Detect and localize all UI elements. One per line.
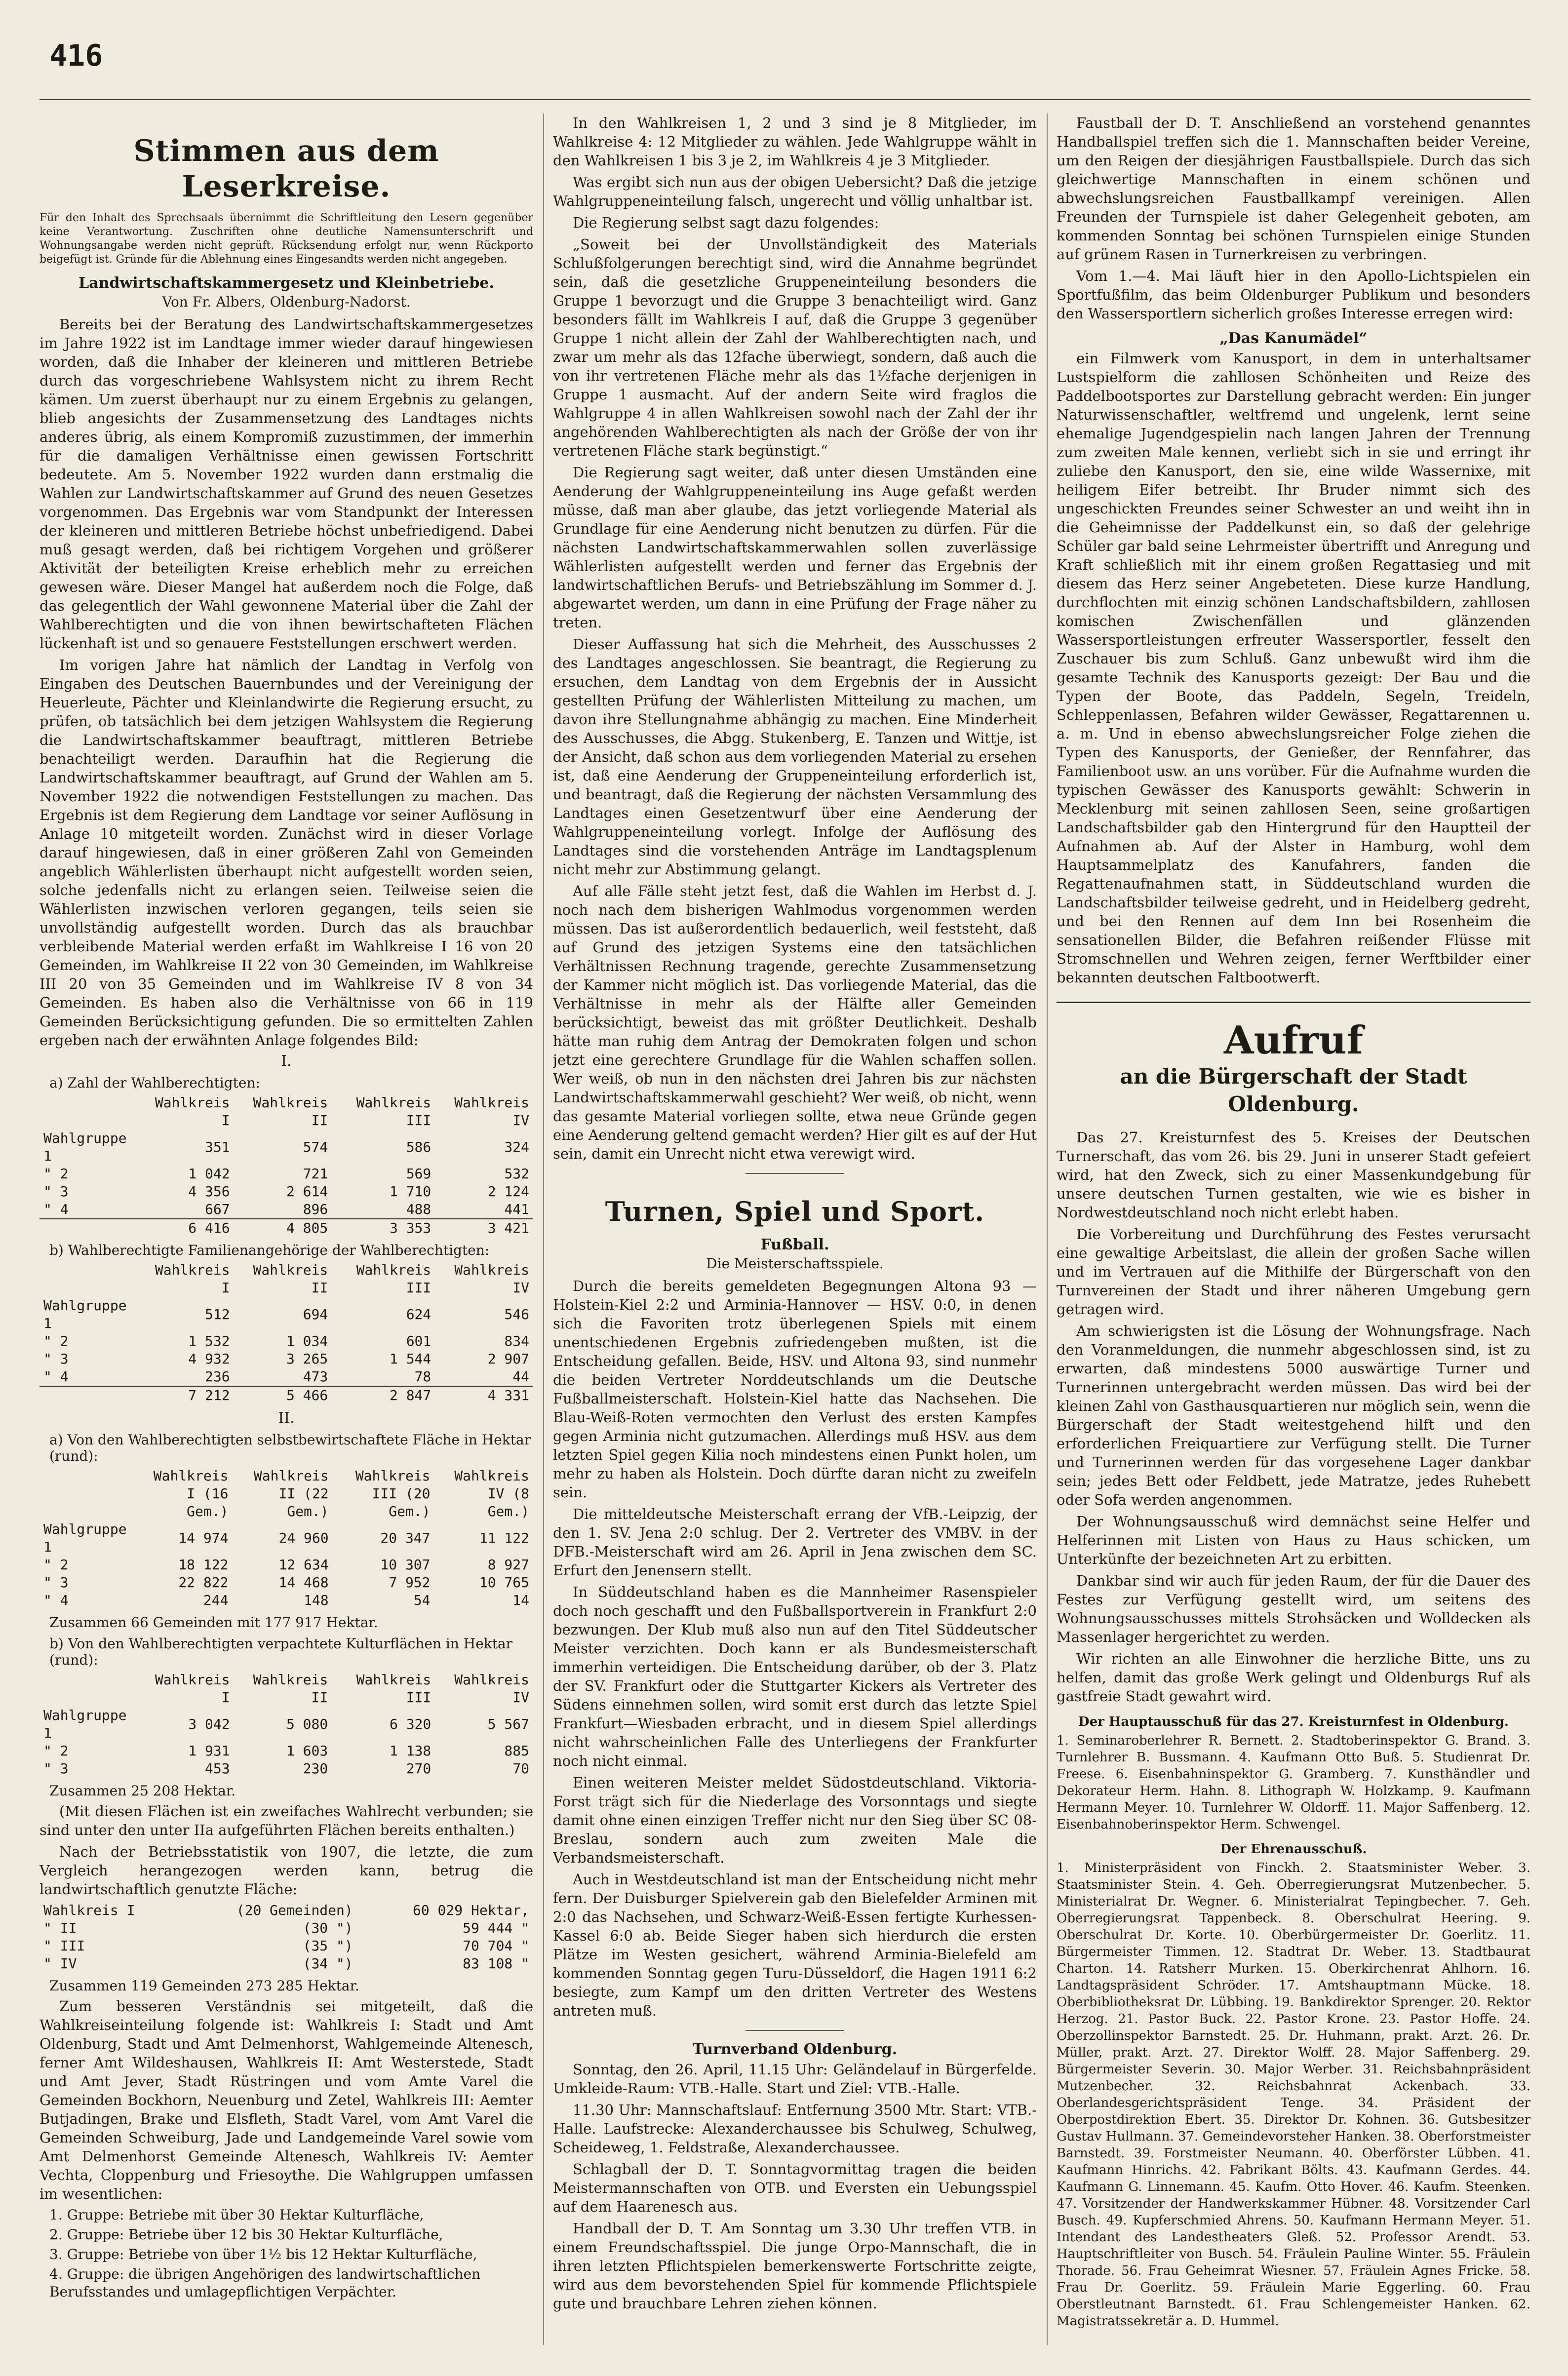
paragraph: Sonntag, den 26. April, 11.15 Uhr: Geländelauf in Bürgerfelde. Umkleide-Raum: VTB.-Halle. Start und Ziel: VTB.-Halle.	[553, 2061, 1037, 2097]
table-cell: Wahlkreis II	[253, 1262, 328, 1296]
table-cell: " 2	[43, 1557, 69, 1573]
table-cell: " 3	[43, 1574, 69, 1591]
table-row	[39, 1574, 533, 1592]
table-cell: 1 042	[188, 1166, 230, 1182]
table-cell	[39, 1261, 141, 1297]
table-row	[39, 1520, 533, 1556]
table-cell: Wahlkreis II	[253, 1094, 328, 1129]
table-cell: 885	[504, 1743, 529, 1759]
committee-names: 1. Seminaroberlehrer R. Bernett. 2. Stadtoberinspektor G. Brand. 3. Turnlehrer B. Bussmann. 4. Kaufmann Otto Buß. 5. Studienrat Dr. Freese. 6. Eisenbahninspektor G. Gramberg. 7. Kunsthändler und Dekorateur Herm. Hahn. 8. Lithograph W. Holzkamp. 9. Kaufmann Hermann Meyer. 10. Turnlehrer W. Oldorff. 11. Major Saffenberg. 12. Eisenbahnoberinspektor Herm. Schwengel.	[1057, 1733, 1530, 1832]
honor-committee-names: 1. Ministerpräsident von Finckh. 2. Staatsminister Weber. 3. Staatsminister Stein. 4. Geh. Oberregierungsrat Mutzenbecher. 5. Ministerialrat Dr. Wegner. 6. Ministerialrat Tepingbecher. 7. Geh. Oberregierungsrat Tappenbeck. 8. Oberschulrat Heering. 9. Oberschulrat Dr. Korte. 10. Oberbürgermeister Dr. Goerlitz. 11. Bürgermeister Timmen. 12. Stadtrat Dr. Weber. 13. Stadtbaurat Charton. 14. Ratsherr Murken. 15. Oberkirchenrat Ahlhorn. 16. Landtagspräsident Schröder. 17. Amtshauptmann Mücke. 18. Oberbibliotheksrat Dr. Lübbing. 19. Bankdirektor Sprenger. 20. Rektor Herzog. 21. Pastor Buck. 22. Pastor Krone. 23. Pastor Hoffe. 24. Oberzollinspektor Barnstedt. 25. Dr. Huhmann, prakt. Arzt. 26. Dr. Müller, prakt. Arzt. 27. Direktor Wolff. 28. Major Saffenberg. 29. Bürgermeister Severin. 30. Major Werber. 31. Reichsbahnpräsident Mutzenbecher. 32. Reichsbahnrat Ackenbach. 33. Oberlandesgerichtspräsident Tenge. 34. Präsident der Oberpostdirektion Ebert. 35. Direktor Dr. Kohnen. 36. Gutsbesitzer Gustav Hullmann. 37. Gemeindevorsteher Hanken. 38. Oberforstmeister Barnstedt. 39. Forstmeister Neumann. 40. Oberförster Lübben. 41. Kaufmann Hinrichs. 42. Fabrikant Bölts. 43. Kaufmann Gerdes. 44. Kaufmann G. Linnemann. 45. Kaufm. Otto Hover. 46. Kaufm. Steenken. 47. Vorsitzender der Handwerkskammer Hübner. 48. Vorsitzender Carl Busch. 49. Kupferschmied Ahrens. 50. Kaufmann Hermann Meyer. 51. Intendant des Landestheaters Gleß. 52. Professor Arendt. 53. Hauptschriftleiter von Busch. 54. Fräulein Pauline Winter. 55. Fräulein Thorade. 56. Frau Geheimrat Wiesner. 57. Fräulein Agnes Fricke. 58. Frau Dr. Goerlitz. 59. Fräulein Marie Eggerling. 60. Frau Oberstleutnant Barnstedt. 61. Frau Schlengemeister Hanken. 62. Magistratssekretär a. D. Hummel.	[1057, 1861, 1530, 2329]
paragraph: Zum besseren Verständnis sei mitgeteilt, daß die Wahlkreiseinteilung folgende ist: Wahlkreis I: Stadt und Amt Oldenburg, Stadt und Amt Delmenhorst, Wahlgemeinde Altenesch, ferner Amt Wildeshausen, Wahlkreis II: Amt Westerstede, Stadt und Amt Jever, Stadt Rüstringen und vom Amte Varel die Gemeinden Bockhorn, Neuenburg und Zetel, Wahlkreis III: Aemter Butjadingen, Brake und Elsfleth, Stadt Varel, vom Amt Varel die Gemeinden Schweiburg, Jade und Landgemeinde Varel sowie vom Amt Delmenhorst Gemeinde Altenesch, Wahlkreis IV: Aemter Vechta, Cloppenburg und Friesoythe. Die Wahlgruppen umfassen im wesentlichen:	[39, 1998, 533, 2202]
table-cell: 54	[413, 1592, 431, 1608]
table-cell: 624	[406, 1306, 431, 1323]
column-1	[39, 114, 533, 2350]
table-cell: Wahlgruppe 1	[43, 1297, 127, 1331]
table-cell: 1 532	[188, 1333, 230, 1349]
table-cell: (34 ")	[303, 1955, 353, 1972]
paragraph: Die Regierung selbst sagt dazu folgendes:	[573, 214, 879, 231]
paragraph: In den Wahlkreisen 1, 2 und 3 sind je 8 Mitglieder, im Wahlkreise 4: 12 Mitglieder zu wählen. Jede Wahlgruppe wählt in den Wahlkreisen 1 bis 3 je 2, im Wahlkreis 4 je 3 Mitglieder.	[553, 115, 1037, 169]
table-cell: 1 931	[188, 1743, 230, 1759]
table-cell: (30 ")	[303, 1920, 353, 1936]
table-cell: " 4	[43, 1368, 69, 1385]
table-cell: 896	[303, 1201, 328, 1217]
paragraph: Dieser Auffassung hat sich die Mehrheit, des Ausschusses 2 des Landtages angeschlossen. Sie beantragt, die Regierung zu ersuchen, dem Landtag von dem Ergebnis der in Aussicht gestellten Prüfung der Wählerlisten Mitteilung zu machen, um davon ihre Stellungnahme abhängig zu machen. Eine Minderheit des Ausschusses, die Abgg. Stukenberg, E. Tanzen und Wittje, ist der Ansicht, daß schon aus dem vorliegenden Material zu ersehen ist, daß eine Aenderung der Gruppeneinteilung erforderlich ist, und beantragt, daß die Regierung der nächsten Versammlung des Landtages einen Gesetzentwurf über eine Aenderung der Wahlgruppeneinteilung vorlegt. Infolge der Auflösung des Landtages sind die vorstehenden Anträge im Landtagsplenum nicht mehr zur Abstimmung gelangt.	[553, 636, 1037, 878]
table-row	[39, 1919, 533, 1937]
table-cell: Wahlkreis IV	[454, 1672, 529, 1706]
paragraph: Im vorigen Jahre hat nämlich der Landtag in Verfolg von Eingaben des Deutschen Bauernbundes und der Vereinigung der Heuerleute, Pächter und Kleinlandwirte die Regierung ersucht, zu prüfen, ob tatsächlich bei dem jetzigen Wahlsystem die Regierung die Landwirtschaftskammer beauftragt, mittleren Betriebe benachteiligt werden. Daraufhin hat die Regierung die Landwirtschaftskammer beauftragt, auf Grund der Wahlen am 5. November 1922 die notwendigen Feststellungen zu machen. Das Ergebnis ist dem Regierung dem Landtage vor seiner Auflösung in Anlage 10 mitgeteilt worden. Zunächst wird in dieser Vorlage darauf hingewiesen, daß in einer größeren Zahl von Gemeinden angeblich Wählerlisten überhaupt nicht aufgestellt worden seien, solche jedenfalls nicht zu erlangen seien. Teilweise seien die Wählerlisten inzwischen verloren gegangen, teils seien sie unvollständig aufgestellt worden. Durch das als brauchbar verbleibende Material werden erfaßt im Wahlkreise I 16 von 20 Gemeinden, im Wahlkreise II 22 von 30 Gemeinden, im Wahlkreise III 20 von 35 Gemeinden und im Wahlkreise IV 8 von 34 Gemeinden. Es haben also die Verhältnisse von 66 in 119 Gemeinden Berücksichtigung gefunden. Die so ermittelten Zahlen ergeben nach der erwähnten Anlage folgendes Bild:	[39, 657, 533, 1049]
table-cell	[39, 1671, 141, 1707]
table-cell: 10 307	[380, 1557, 431, 1573]
turnverband-body	[553, 2060, 1037, 2313]
table-row	[39, 1742, 533, 1760]
table-cell: 24 960	[278, 1530, 329, 1546]
table-cell: 324	[504, 1139, 529, 1155]
table-cell: 3 353	[332, 1219, 435, 1237]
table-cell: 2 907	[487, 1351, 529, 1367]
paragraph: Auch in Westdeutschland ist man der Entscheidung nicht mehr fern. Der Duisburger Spielverein gab den Bielefelder Arminen mit 2:0 das Nachsehen, und Schwarz-Weiß-Essen fertigte Kurhessen-Kassel 6:0 ab. Beide Sieger haben sich hierdurch die ersten Plätze im Westen gesichert, während Arminia-Bielefeld am kommenden Sonntag gegen Turu-Düsseldorf, die Hagen 1911 6:2 besiegte, zum Kampf um den dritten Vertreter des Westens antreten muß.	[553, 1871, 1037, 2019]
table-cell: Wahlkreis II	[253, 1672, 328, 1706]
sport-subheading: Die Meisterschaftsspiele.	[706, 1255, 884, 1272]
aufruf-body	[1057, 1128, 1530, 1706]
table-sum-row	[39, 1386, 533, 1404]
table-cell: 244	[203, 1592, 229, 1608]
table-cell: Wahlkreis III	[356, 1094, 431, 1129]
table-cell: 60 029 Hektar,	[412, 1902, 529, 1918]
table-cell: " 2	[43, 1743, 69, 1759]
table-cell: 83 108 "	[463, 1955, 529, 1972]
honor-committee-title: Der Ehrenausschuß.	[1220, 1842, 1367, 1857]
table-cell	[39, 1386, 141, 1404]
table-cell: 1 603	[286, 1743, 328, 1759]
paragraph: Die Vorbereitung und Durchführung des Festes verursacht eine gewaltige Arbeitslast, die allein der großen Sache willen und im Vertrauen auf die Mithilfe der Bürgerschaft von den Turnvereinen der Stadt und ihrer näheren Umgebung gern getragen wird.	[1057, 1226, 1530, 1318]
paragraph: ein Filmwerk vom Kanusport, in dem in unterhaltsamer Lustspielform die zahllosen Schönheiten und Reize des Paddelbootsportes zur Darstellung gebracht werden: Ein junger Naturwissenschaftler, weltfremd und ungelenk, lernt seine ehemalige Jugendgespielin nach langen Jahren der Trennung zum zweiten Male kennen, verliebt sich in sie und erringt ihr zuliebe den Kanusport, den sie, eine wilde Wassernixe, mit heiligem Eifer betreibt. Ihr Bruder nimmt sich des ungeschickten Freundes seiner Schwester an und weiht ihn in die Geheimnisse der Paddelkunst ein, so daß der gelehrige Schüler gar bald seine Lehrmeister übertrifft und Anregung und Kraft schließlich mit ihr einem großen Regattasieg und mit diesem das Herz seiner Angebeteten. Diese kurze Handlung, durchflochten mit einzig schönen Landschaftsbildern, zahllosen komischen Zwischenfällen und glänzenden Wassersportleistungen erfreuter Wassersportler, fesselt den Zuschauer bis zum Schluß. Ganz unbewußt wird ihm die gesamte Technik des Kanusports gezeigt: Der Bau und die Typen der Boote, das Paddeln, Segeln, Treideln, Schleppenlassen, Befahren wilder Gewässer, Regattarennen u. a. m. Und in ebenso abwechslungsreicher Folge ziehen die Typen des Kanusports, der Genießer, der Rennfahrer, das Familienboot usw. an uns vorüber. Für die Aufnahme wurden die typischen Gewässer des Kanusports gewählt: Schwerin in Mecklenburg mit seinen zahllosen Seen, seine großartigen Landschaftsbilder gab den Hintergrund für den Hauptteil der Aufnahmen ab. Auf der Alster in Hamburg, wohl dem Hauptsammelplatz des Kanufahrers, fanden die Regattenaufnahmen statt, in Süddeutschland wurden die Landschaftsbilder teilweise gedreht, und in Heidelberg gedreht, und bei den Rennen auf dem Inn bei Rosenheim die sensationellen Bilder, die Befahren reißender Flüsse mit Stromschnellen und Wehren zeigen, ferner Werftbilder einer bekannten deutschen Faltbootwerft.	[1057, 350, 1530, 986]
film-title: „Das Kanumädel“	[1219, 330, 1368, 347]
table-cell: Wahlgruppe 1	[43, 1707, 127, 1741]
list-item: 3. Gruppe: Betriebe von über 1½ bis 12 Hektar Kulturfläche,	[49, 2246, 477, 2262]
table-cell: 488	[406, 1201, 431, 1217]
table-cell: 1 710	[389, 1183, 431, 1200]
table-cell: 546	[504, 1306, 529, 1323]
table-cell: 7 212	[141, 1386, 234, 1404]
sport-continuation	[1057, 114, 1530, 323]
table-cell: 7 952	[389, 1574, 431, 1591]
separator	[745, 2030, 844, 2031]
table-cell: 4 331	[435, 1386, 533, 1404]
table-row	[39, 1368, 533, 1386]
table-caption: a) Von den Wahlberechtigten selbstbewirtschaftete Fläche in Hektar (rund):	[49, 1432, 531, 1464]
table-cell: 6 320	[389, 1716, 431, 1732]
turnverband-heading: Turnverband Oldenburg.	[692, 2041, 898, 2058]
table-cell: " 3	[43, 1760, 69, 1777]
paragraph: Das 27. Kreisturnfest des 5. Kreises der Deutschen Turnerschaft, das vom 26. bis 29. Juni in unserer Stadt gefeiert wird, hat den Zweck, sich zu einer Massenkundgebung für unsere deutschen Turnen gestalten, wie wie es bisher in Nordwestdeutschland noch nicht erlebt haben.	[1057, 1129, 1530, 1221]
column-divider	[543, 114, 544, 2345]
table-cell: 473	[303, 1368, 328, 1385]
table-cell	[39, 1094, 141, 1130]
table-cell: (20 Gemeinden)	[236, 1902, 353, 1918]
table-row	[39, 1130, 533, 1165]
table-wahlberechtigte	[39, 1094, 533, 1237]
table-cell: 2 847	[332, 1386, 435, 1404]
table-total: Zusammen 66 Gemeinden mit 177 917 Hektar.	[49, 1614, 378, 1631]
table-cell: 70 704 "	[463, 1938, 529, 1954]
table-row	[39, 1183, 533, 1201]
table-row	[39, 1760, 533, 1778]
table-cell: " 4	[43, 1592, 69, 1608]
group-list	[49, 2206, 533, 2301]
table-verpachtete-flaeche	[39, 1671, 533, 1778]
paragraph: Handball der D. T. Am Sonntag um 3.30 Uhr treffen VTB. in einem Freundschaftsspiel. Die junge Orpo-Mannschaft, die in ihren letzten Pflichtspielen bemerkenswerte Fortschritte zeigte, wird aus dem bevorstehenden Spiel für kommende Pflichtspiele gute und brauchbare Lehren ziehen können.	[553, 2220, 1037, 2312]
table-caption: b) Wahlberechtigte Familienangehörige der Wahlberechtigten:	[49, 1242, 490, 1258]
table-row	[39, 1902, 533, 1919]
table-cell: Wahlkreis IV	[454, 1262, 529, 1296]
table-cell: " III	[43, 1938, 85, 1954]
table-cell: Wahlkreis I	[43, 1902, 135, 1918]
paragraph: Einen weiteren Meister meldet Südostdeutschland. Viktoria-Forst trägt sich für die Niederlage des Vorsonntags und siegte damit ohne einen einzigen Treffer nicht nur den Sieg über SC 08-Breslau, sondern auch zum zweiten Male die Verbandsmeisterschaft.	[553, 1774, 1037, 1866]
section-number: II.	[278, 1409, 295, 1427]
section-number: I.	[281, 1052, 292, 1070]
table-cell: Wahlgruppe 1	[43, 1130, 127, 1164]
table-cell: (35 ")	[303, 1938, 353, 1954]
table-cell: " 2	[43, 1166, 69, 1182]
table-sum-row	[39, 1219, 533, 1237]
table-cell: 3 421	[435, 1219, 533, 1237]
table-row	[39, 1955, 533, 1973]
table-cell: 586	[406, 1139, 431, 1155]
paragraph: Dankbar sind wir auch für jeden Raum, der für die Dauer des Festes zur Verfügung gestellt wird, um seitens des Wohnungsausschusses mittels Strohsäcken und Wolldecken als Massenlager hergerichtet zu werden.	[1057, 1572, 1530, 1645]
table-cell: 8 927	[487, 1557, 529, 1573]
table-cell: " 2	[43, 1333, 69, 1349]
article-continuation	[553, 114, 1037, 1163]
table-cell	[39, 1467, 133, 1520]
table-row	[39, 1592, 533, 1609]
paragraph: Durch die bereits gemeldeten Begegnungen Altona 93 — Holstein-Kiel 2:2 und Arminia-Hannover — HSV. 0:0, in denen sich die Favoriten trotz überlegenen Spiels mit einem unentschiedenen Ergebnis zufriedengeben mußten, ist die Entscheidung gefallen. Beide, HSV. und Altona 93, sind nunmehr die beiden Vertreter Norddeutschlands um die Deutsche Fußballmeisterschaft. Holstein-Kiel hatte das Nachsehen. Die Blau-Weiß-Roten vermochten den Verlust des ersten Kampfes gegen Arminia nicht gutzumachen. Allerdings muß HSV. aus dem letzten Spiel gegen Kilia noch mindestens einen Punkt holen, um mehr zu haben als Holstein. Doch dürfte daran nicht zu zweifeln sein.	[553, 1278, 1037, 1501]
table-cell: 5 567	[487, 1716, 529, 1732]
table-cell: 230	[303, 1760, 328, 1777]
film-body	[1057, 349, 1530, 987]
table-cell: 18 122	[178, 1557, 229, 1573]
table-cell: 10 765	[479, 1574, 529, 1591]
table-cell: Wahlkreis I	[155, 1672, 230, 1706]
table-row	[39, 1165, 533, 1183]
table-cell: 6 416	[141, 1219, 234, 1237]
sport-subheading: Fußball.	[760, 1236, 829, 1253]
table-cell: 148	[304, 1592, 329, 1608]
paragraph: Faustball der D. T. Anschließend an vorstehend genanntes Handballspiel treffen sich die 1. Mannschaften beider Vereine, um den Reigen der diesjährigen Faustballspiele. Durch das sich gleichwertige Mannschaften in einem schönen und abwechslungsreichen Faustballkampf vereinigen. Allen Freunden der Turnspiele ist daher Gelegenheit geboten, am kommenden Sonntag bei schönen Turnspielen einige Stunden auf grünem Rasen in Turnerkreisen zu verbringen.	[1057, 115, 1530, 263]
table-cell: " II	[43, 1920, 77, 1936]
table-header-row	[39, 1671, 533, 1707]
table-row	[39, 1707, 533, 1742]
top-rule	[39, 99, 1530, 100]
table-cell: 694	[303, 1306, 328, 1323]
table-cell: 14	[512, 1592, 529, 1608]
paragraph: Nach der Betriebsstatistik von 1907, die letzte, die zum Vergleich herangezogen werden kann, betrug die landwirtschaftlich genutzte Fläche:	[39, 1843, 533, 1898]
table-cell: 22 822	[178, 1574, 229, 1591]
table-cell: 601	[406, 1333, 431, 1349]
table-cell: " 4	[43, 1201, 69, 1217]
paragraph: Wir richten an alle Einwohner die herzliche Bitte, uns zu helfen, damit das große Werk gelingt und Oldenburgs Ruf als gastfreie Stadt gewahrt wird.	[1057, 1650, 1530, 1705]
table-cell: 20 347	[380, 1530, 431, 1546]
table-cell: 5 466	[234, 1386, 332, 1404]
table-cell: 441	[504, 1201, 529, 1217]
table-cell: Wahlkreis I	[155, 1094, 230, 1129]
table-caption: a) Zahl der Wahlberechtigten:	[49, 1075, 260, 1091]
table-total: Zusammen 25 208 Hektar.	[49, 1783, 236, 1799]
table-cell: 1 138	[389, 1743, 431, 1759]
paragraph: In Süddeutschland haben es die Mannheimer Rasenspieler doch noch geschafft und den Fußballsportverein in Frankfurt 2:0 bezwungen. Der Klub muß also nun auf den Titel Süddeutscher Meister verzichten. Doch kann er als Bundesmeisterschaft immerhin verteidigen. Die Entscheidung darüber, ob der 3. Platz der SV. Frankfurt oder die Stuttgarter Kickers als Vertreter des Südens einnehmen sollen, wird somit erst durch das letzte Spiel Frankfurt—Wiesbaden erbracht, und in diesem Spiel allerdings nicht wahrscheinlichen Falle des Unterliegens der Frankfurter noch nicht einmal.	[553, 1584, 1037, 1769]
paragraph: 11.30 Uhr: Mannschaftslauf: Entfernung 3500 Mtr. Start: VTB.-Halle. Laufstrecke: Alexanderchaussee bis Schulweg, Schulweg, Scheideweg, 1. Feldstraße, Alexanderchaussee.	[553, 2102, 1037, 2156]
paragraph: Der Wohnungsausschuß wird demnächst seine Helfer und Helferinnen mit Listen von Haus zu Haus schicken, um Unterkünfte der bezeichneten Art zu erbitten.	[1057, 1513, 1530, 1567]
column-2	[553, 114, 1037, 2350]
article-title: Landwirtschaftskammergesetz und Kleinbetriebe.	[78, 274, 494, 292]
column-3	[1057, 114, 1530, 2350]
paragraph: Die Regierung sagt weiter, daß unter diesen Umständen eine Aenderung der Wahlgruppeneinteilung ins Auge gefaßt werden müsse, daß man aber glaube, das jetzt vorliegende Material als Grundlage für eine Aenderung nicht benutzen zu dürfen. Für die nächsten Landwirtschaftskammerwahlen sollen zuverlässige Wählerlisten aufgestellt werden und ferner das Ergebnis der landwirtschaftlichen Berufs- und Betriebszählung im Sommer d. J. abgewartet werden, um dann in eine Prüfung der Frage näher zu treten.	[553, 464, 1037, 631]
table-cell: Wahlgruppe 1	[43, 1521, 127, 1555]
table-cell: Wahlkreis I	[155, 1262, 230, 1296]
table-header-row	[39, 1467, 533, 1520]
table-cell: 2 124	[487, 1183, 529, 1200]
table-cell: Wahlkreis III (20 Gem.)	[355, 1468, 431, 1519]
table-bewirtschaftete-flaeche	[39, 1467, 533, 1609]
article-byline: Von Fr. Albers, Oldenburg-Nadorst.	[162, 294, 411, 310]
section-heading-leserkreise: Stimmen aus dem Leserkreise.	[133, 134, 439, 204]
table-cell: 1 544	[389, 1351, 431, 1367]
table-cell: Wahlkreis I (16 Gem.)	[153, 1468, 229, 1519]
table-cell: 4 805	[234, 1219, 332, 1237]
table-cell: 1 034	[286, 1333, 328, 1349]
table-cell: 721	[303, 1166, 328, 1182]
table-row	[39, 1201, 533, 1219]
article-body	[39, 315, 533, 1050]
table-betriebsstatistik	[39, 1902, 533, 1973]
table-cell: " 3	[43, 1183, 69, 1200]
page-number: 416	[49, 39, 103, 73]
table-cell	[39, 1219, 141, 1237]
table-cell: Wahlkreis IV	[454, 1094, 529, 1129]
paragraph: Am schwierigsten ist die Lösung der Wohnungsfrage. Nach den Voranmeldungen, die nunmehr abgeschlossen sind, ist zu erwarten, daß mindestens 5000 auswärtige Turner und Turnerinnen untergebracht werden müssen. Das wird bei der kleinen Zahl von Gasthausquartieren nur möglich sein, wenn die Bürgerschaft der Stadt weitestgehend hilft und den erforderlichen Freiquartiere zur Verfügung stellt. Die Turner und Turnerinnen werden für das vorgesehene Lager dankbar sein; jedes Bett oder Feldbett, jede Matratze, jedes Ruhebett oder Sofa werden angenommen.	[1057, 1323, 1530, 1508]
table-cell: 512	[205, 1306, 230, 1323]
separator	[745, 1173, 844, 1174]
table-caption: b) Von den Wahlberechtigten verpachtete Kulturflächen in Hektar (rund):	[49, 1636, 513, 1668]
aufruf-subtitle: an die Bürgerschaft der Stadt Oldenburg.	[1120, 1064, 1467, 1116]
table-cell: 70	[512, 1760, 529, 1777]
aufruf-title: Aufruf	[1223, 1018, 1364, 1063]
table-cell: 5 080	[286, 1716, 328, 1732]
paragraph: Auf alle Fälle steht jetzt fest, daß die Wahlen im Herbst d. J. noch nach dem bisherigen Wahlmodus vorgenommen werden müssen. Das ist außerordentlich bedauerlich, weil feststeht, daß auf Grund des jetzigen Systems eine den tatsächlichen Verhältnissen Rechnung tragende, gerechte Zusammensetzung der Kammer nicht möglich ist. Das vorliegende Material, das die Verhältnisse in mehr als der Hälfte aller Gemeinden berücksichtigt, beweist das mit größter Deutlichkeit. Deshalb hätte man ruhig dem Antrag der Demokraten folgen und schon jetzt eine gerechtere Grundlage für die Wahlen schaffen sollen. Wer weiß, ob nun in den nächsten drei Jahren bis zur nächsten Landwirtschaftskammerwahl geschieht? Wer weiß, ob nicht, wenn das gesamte Material vorliegen sollte, etwa neue Gründe gegen eine Aenderung geltend gemacht werden? Hier gilt es auf der Hut sein, damit ein Unrecht nicht etwa verewigt wird.	[553, 883, 1037, 1162]
table-cell: " IV	[43, 1955, 77, 1972]
table-cell: 667	[205, 1201, 230, 1217]
table-cell: 4 356	[188, 1183, 230, 1200]
paragraph: Vom 1.—4. Mai läuft hier in den Apollo-Lichtspielen ein Sportfußfilm, das beim Oldenburger Publikum und besonders den Wassersportlern sicherlich großes Interesse erregen wird:	[1057, 268, 1530, 322]
list-item: 4. Gruppe: die übrigen Angehörigen des landwirtschaftlichen Berufsstandes und umlagepflichtigen Verpächter.	[49, 2266, 481, 2300]
table-total: Zusammen 119 Gemeinden 273 285 Hektar.	[49, 1978, 359, 1994]
paragraph: Bereits bei der Beratung des Landwirtschaftskammergesetzes im Jahre 1922 ist im Landtage immer wieder darauf hingewiesen worden, daß die Inhaber der kleineren und mittleren Betriebe durch das vorgeschriebene Wahlsystem nicht zu ihrem Recht kämen. Um zuerst überhaupt nur zu einem Ergebnis zu gelangen, blieb angesichts der Zusammensetzung des Landtages nichts anderes übrig, als einem Kompromiß zuzustimmen, der immerhin für die damaligen Verhältnisse einen gewissen Fortschritt bedeutete. Am 5. November 1922 wurden dann erstmalig die Wahlen zur Landwirtschaftskammer auf Grund des neuen Gesetzes vorgenommen. Das Ergebnis war vom Standpunkt der Interessen der kleineren und mittleren Betriebe höchst unbefriedigend. Dabei muß gesagt werden, daß bei richtigem Vorgehen und größerer Aktivität der beteiligten Kreise erheblich mehr zu erreichen gewesen wäre. Dieser Mangel hat außerdem noch die Folge, daß das gelegentlich der Wahl gewonnene Material über die Zahl der Wahlberechtigten und die von ihnen bewirtschafteten Flächen lückenhaft ist und so genauere Feststellungen erschwert werden.	[39, 316, 533, 652]
table-cell: Wahlkreis II (22 Gem.)	[253, 1468, 329, 1519]
table-header-row	[39, 1094, 533, 1130]
table-row	[39, 1556, 533, 1574]
table-cell: 11 122	[479, 1530, 529, 1546]
table-cell: 2 614	[286, 1183, 328, 1200]
table-cell: 569	[406, 1166, 431, 1182]
table-cell: 453	[205, 1760, 230, 1777]
table-row	[39, 1350, 533, 1368]
table-cell: 532	[504, 1166, 529, 1182]
table-cell: 574	[303, 1139, 328, 1155]
table-cell: 12 634	[278, 1557, 329, 1573]
table-cell: 14 974	[178, 1530, 229, 1546]
table-cell: 270	[406, 1760, 431, 1777]
table-header-row	[39, 1261, 533, 1297]
table-row	[39, 1297, 533, 1332]
table-cell: 14 468	[278, 1574, 329, 1591]
table-cell: 44	[512, 1368, 529, 1385]
table-cell: 4 932	[188, 1351, 230, 1367]
paragraph: „Soweit bei der Unvollständigkeit des Materials Schlußfolgerungen berechtigt sind, wird die Annahme begründet sein, daß die gesetzliche Gruppeneinteilung besonders die Gruppe 1 bevorzugt und die Gruppe 3 benachteiligt wird. Ganz besonders fällt im Wahlkreis I auf, daß die Gruppe 3 gegenüber Gruppe 1 nicht allein der Zahl der Wahlberechtigten nach, und zwar um mehr als das 12fache überwiegt, sondern, daß auch die von ihr vertretenen Fläche mehr als das 1½fache derjenigen in Gruppe 1 ausmacht. Auf der andern Seite wird fraglos die Wahlgruppe 4 in allen Wahlkreisen sowohl nach der Zahl der ihr angehörenden Wahlberechtigten als nach der Größe der von ihr vertretenen Fläche stark begünstigt.“	[553, 236, 1037, 459]
list-item: 1. Gruppe: Betriebe mit über 30 Hektar Kulturfläche,	[49, 2207, 424, 2223]
table-cell: 78	[414, 1368, 431, 1385]
aufruf-section	[1057, 1002, 1530, 2330]
table-cell: 236	[205, 1368, 230, 1385]
sport-body	[553, 1277, 1037, 2020]
table-cell: 3 042	[188, 1716, 230, 1732]
paragraph: Schlagball der D. T. Sonntagvormittag tragen die beiden Meistermannschaften von OTB. und Eversten ein Uebungsspiel auf dem Haarenesch aus.	[553, 2161, 1037, 2215]
table-cell: Wahlkreis III	[356, 1672, 431, 1706]
paragraph: Was ergibt sich nun aus der obigen Uebersicht? Daß die jetzige Wahlgruppeneinteilung falsch, ungerecht und völlig unhaltbar ist.	[553, 174, 1037, 209]
table-row	[39, 1332, 533, 1350]
column-divider	[1047, 114, 1048, 2345]
committee-title: Der Hauptausschuß für das 27. Kreisturnfest in Oldenburg.	[1078, 1714, 1509, 1729]
paragraph: Die mitteldeutsche Meisterschaft errang der VfB.-Leipzig, der den 1. SV. Jena 2:0 schlug. Der 2. Vertreter des VMBV. in der DFB.-Meisterschaft wird am 26. April in Jena zwischen dem SC. Erfurt den Jenensern stellt.	[553, 1506, 1037, 1579]
table-cell: " 3	[43, 1351, 69, 1367]
table-cell: 834	[504, 1333, 529, 1349]
table-cell: 3 265	[286, 1351, 328, 1367]
table-cell: Wahlkreis IV (8 Gem.)	[454, 1468, 529, 1519]
table-cell: 351	[205, 1139, 230, 1155]
paragraph: (Mit diesen Flächen ist ein zweifaches Wahlrecht verbunden; sie sind unter den unter IIa aufgeführten Flächen bereits enthalten.)	[39, 1803, 533, 1838]
table-cell: Wahlkreis III	[356, 1262, 431, 1296]
section-heading-sport: Turnen, Spiel und Sport.	[605, 1196, 985, 1227]
editorial-disclaimer: Für den Inhalt des Sprechsaals übernimmt die Schriftleitung den Lesern gegenüber keine Verantwortung. Zuschriften ohne deutliche Namensunterschrift und Wohnungsangabe werden nicht geprüft. Rücksendung erfolgt nur, wenn Rückporto beigefügt ist. Gründe für die Ablehnung eines Eingesandts werden nicht angegeben.	[39, 212, 533, 266]
list-item: 2. Gruppe: Betriebe über 12 bis 30 Hektar Kulturfläche,	[49, 2226, 443, 2243]
table-cell: 59 444 "	[463, 1920, 529, 1936]
table-row	[39, 1937, 533, 1955]
table-familienangehoerige	[39, 1261, 533, 1404]
